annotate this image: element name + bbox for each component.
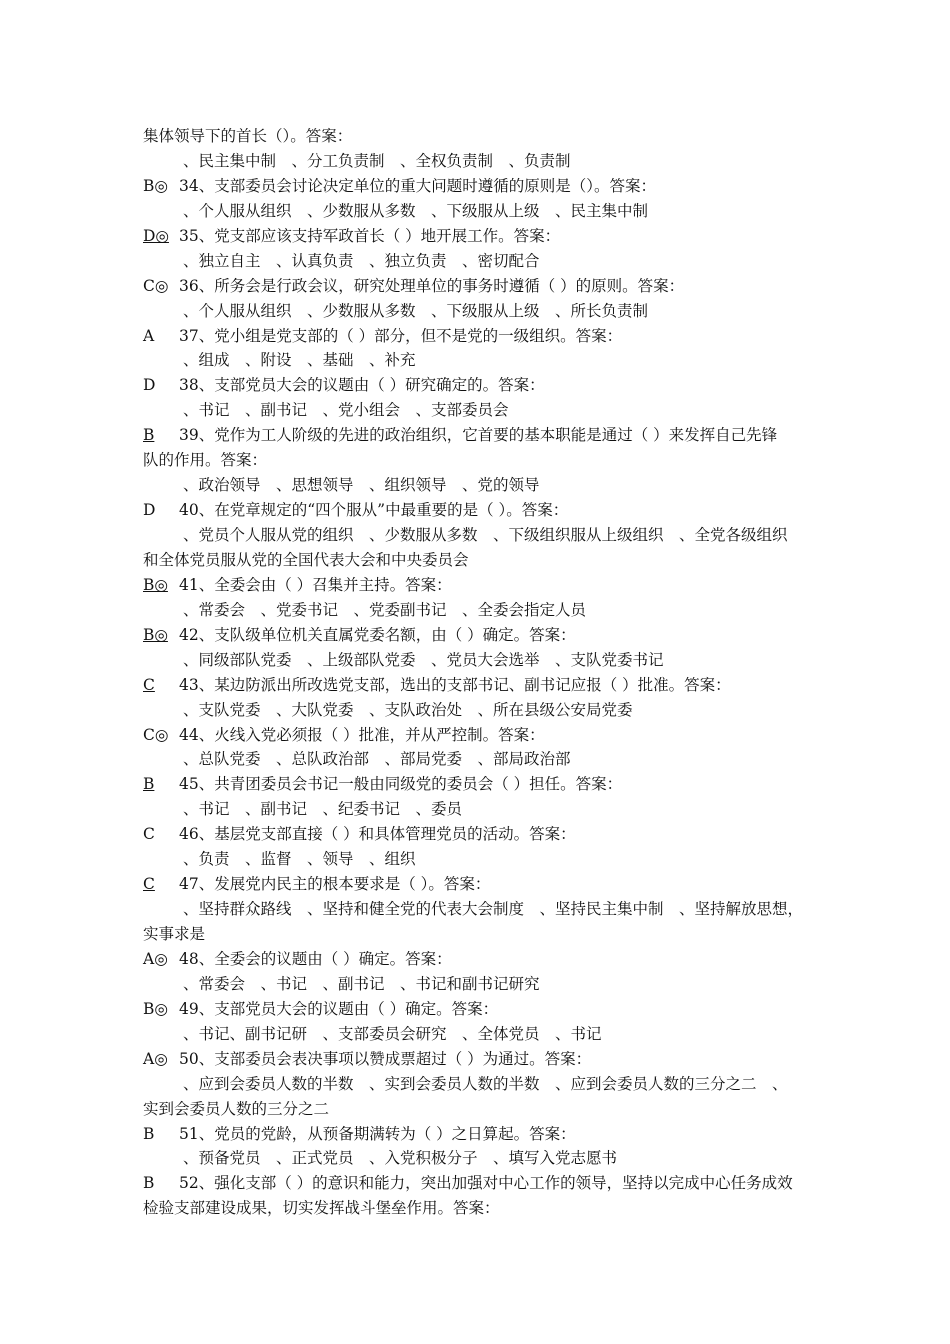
options-line: 、应到会委员人数的半数 、实到会委员人数的半数 、应到会委员人数的三分之二 、 xyxy=(183,1074,788,1093)
answer-key: C xyxy=(143,675,155,694)
question-line xyxy=(143,872,823,897)
continuation-line: 实事求是 xyxy=(143,925,206,943)
options-line: 、个人服从组织 、少数服从多数 、下级服从上级 、所长负责制 xyxy=(183,301,649,320)
options-line: 、政治领导 、思想领导 、组织领导 、党的领导 xyxy=(183,476,540,495)
options-line: 、支队党委 、大队党委 、支队政治处 、所在县级公安局党委 xyxy=(183,700,633,719)
question-line xyxy=(143,822,823,847)
question-line xyxy=(143,423,823,448)
question-text: 39、党作为工人阶级的先进的政治组织，它首要的基本职能是通过（ ）来发挥自己先锋 xyxy=(179,426,778,445)
question-text: 45、共青团委员会书记一般由同级党的委员会（ ）担任。答案： xyxy=(179,775,623,794)
options-line: 、常委会 、党委书记 、党委副书记 、全委会指定人员 xyxy=(183,600,587,619)
options-line: 、独立自主 、认真负责 、独立负责 、密切配合 xyxy=(183,251,540,270)
options-line: 、党员个人服从党的组织 、少数服从多数 、下级组织服从上级组织 、全党各级组织 xyxy=(183,526,788,544)
question-text: 48、全委会的议题由（ ）确定。答案： xyxy=(179,949,452,968)
question-line xyxy=(143,573,823,598)
question-text: 40、在党章规定的“四个服从”中最重要的是（ ）。答案： xyxy=(179,501,569,520)
answer-key: C xyxy=(143,825,155,844)
options-line: 、常委会 、书记 、副书记 、书记和副书记研究 xyxy=(183,974,540,993)
answer-key: A◎ xyxy=(143,1049,168,1068)
options-line: 、预备党员 、正式党员 、入党积极分子 、填写入党志愿书 xyxy=(183,1149,618,1168)
options-line: 、书记 、副书记 、纪委书记 、委员 xyxy=(183,800,463,819)
question-text: 34、支部委员会讨论决定单位的重大问题时遵循的原则是（）。答案： xyxy=(179,176,656,195)
answer-key: D◎ xyxy=(143,226,169,245)
question-line xyxy=(143,947,823,972)
answer-key: B◎ xyxy=(143,575,168,594)
question-text: 47、发展党内民主的根本要求是（ ）。答案： xyxy=(179,875,491,894)
options-line: 、负责 、监督 、领导 、组织 xyxy=(183,850,416,869)
answer-key: B xyxy=(143,1124,155,1143)
question-line xyxy=(143,1122,823,1147)
options-line: 、书记、副书记研 、支部委员会研究 、全体党员 、书记 xyxy=(183,1024,602,1043)
question-line xyxy=(143,1047,823,1072)
options-line: 、书记 、副书记 、党小组会 、支部委员会 xyxy=(183,401,509,420)
question-line xyxy=(143,274,823,299)
question-line xyxy=(143,373,823,398)
options-line: 、组成 、附设 、基础 、补充 xyxy=(183,351,416,370)
answer-key: B xyxy=(143,775,155,794)
question-text: 41、全委会由（ ）召集并主持。答案： xyxy=(179,575,452,594)
question-line xyxy=(143,772,823,797)
question-text: 43、某边防派出所改选党支部，选出的支部书记、副书记应报（ ）批准。答案： xyxy=(179,675,731,694)
answer-key: A xyxy=(143,326,155,345)
answer-key: A◎ xyxy=(143,949,168,968)
question-text: 35、党支部应该支持军政首长（ ）地开展工作。答案： xyxy=(179,226,561,245)
answer-key: C xyxy=(143,875,155,894)
question-line xyxy=(143,723,823,748)
answer-key: B xyxy=(143,426,155,445)
question-line xyxy=(143,174,823,199)
question-text: 51、党员的党龄，从预备期满转为（ ）之日算起。答案： xyxy=(179,1124,576,1143)
options-line: 、同级部队党委 、上级部队党委 、党员大会选举 、支队党委书记 xyxy=(183,650,664,669)
answer-key: B◎ xyxy=(143,176,168,195)
options-line: 、民主集中制 、分工负责制 、全权负责制 、负责制 xyxy=(183,151,571,170)
options-line: 、坚持群众路线 、坚持和健全党的代表大会制度 、坚持民主集中制 、坚持解放思想， xyxy=(183,900,804,919)
question-text: 49、支部党员大会的议题由（ ）确定。答案： xyxy=(179,999,499,1018)
question-line xyxy=(143,1171,823,1196)
options-line: 、个人服从组织 、少数服从多数 、下级服从上级 、民主集中制 xyxy=(183,201,649,220)
question-line xyxy=(143,673,823,698)
answer-key: D xyxy=(143,376,156,395)
question-line xyxy=(143,324,823,349)
continuation-line: 实到会委员人数的三分之二 xyxy=(143,1099,330,1118)
question-line xyxy=(143,498,823,523)
continuation-line: 和全体党员服从党的全国代表大会和中央委员会 xyxy=(143,550,469,569)
continuation-line: 队的作用。答案： xyxy=(143,451,268,470)
answer-key: C◎ xyxy=(143,725,169,744)
question-text: 46、基层党支部直接（ ）和具体管理党员的活动。答案： xyxy=(179,825,576,844)
question-line xyxy=(143,997,823,1022)
answer-key: D xyxy=(143,501,156,520)
question-text: 37、党小组是党支部的（ ）部分，但不是党的一级组织。答案： xyxy=(179,326,623,345)
answer-key: B◎ xyxy=(143,999,168,1018)
answer-key: C◎ xyxy=(143,276,169,295)
answer-key: B xyxy=(143,1174,155,1193)
options-line: 、总队党委 、总队政治部 、部局党委 、部局政治部 xyxy=(183,750,571,769)
continuation-line: 集体领导下的首长（）。答案： xyxy=(143,127,353,145)
question-text: 52、强化支部（ ）的意识和能力，突出加强对中心工作的领导，坚持以完成中心任务成效 xyxy=(179,1174,793,1193)
question-text: 42、支队级单位机关直属党委名额，由（ ）确定。答案： xyxy=(179,625,576,644)
question-line xyxy=(143,623,823,648)
answer-key: B◎ xyxy=(143,625,168,644)
question-text: 50、支部委员会表决事项以赞成票超过（ ）为通过。答案： xyxy=(179,1049,592,1068)
question-list xyxy=(143,124,823,1221)
question-text: 36、所务会是行政会议，研究处理单位的事务时遵循（ ）的原则。答案： xyxy=(179,276,685,295)
question-text: 38、支部党员大会的议题由（ ）研究确定的。答案： xyxy=(179,376,545,395)
continuation-line: 检验支部建设成果，切实发挥战斗堡垒作用。答案： xyxy=(143,1199,500,1218)
question-line xyxy=(143,224,823,249)
question-text: 44、火线入党必须报（ ）批准，并从严控制。答案： xyxy=(179,725,545,744)
